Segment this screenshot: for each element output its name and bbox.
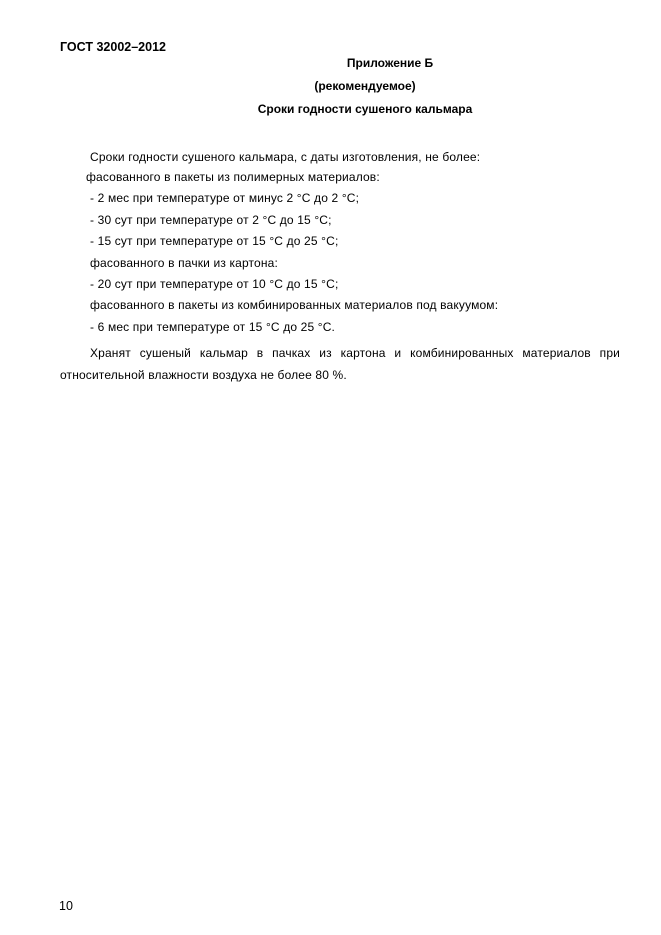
packaging-cardboard: фасованного в пачки из картона: — [90, 256, 278, 270]
condition-item: - 20 сут при температуре от 10 °С до 15 °С; — [90, 277, 339, 291]
packaging-vacuum: фасованного в пакеты из комбинированных материалов под вакуумом: — [90, 298, 499, 312]
page-number: 10 — [59, 899, 73, 913]
condition-item: - 6 мес при температуре от 15 °С до 25 °С. — [90, 320, 336, 334]
shelf-life-intro: Сроки годности сушеного кальмара, с даты изготовления, не более: — [90, 150, 481, 164]
document-code: ГОСТ 32002–2012 — [60, 40, 166, 54]
condition-item: - 30 сут при температуре от 2 °С до 15 °С; — [90, 213, 332, 227]
condition-item: - 15 сут при температуре от 15 °С до 25 °С; — [90, 234, 339, 248]
appendix-title: Приложение Б — [346, 56, 434, 70]
condition-item: - 2 мес при температуре от минус 2 °С до 2 °С; — [90, 191, 360, 205]
appendix-heading: Сроки годности сушеного кальмара — [257, 102, 473, 116]
appendix-status: (рекомендуемое) — [314, 79, 416, 93]
packaging-polymer: фасованного в пакеты из полимерных материалов: — [86, 170, 380, 184]
storage-paragraph: Хранят сушеный кальмар в пачках из картона и комбинированных материалов при относительной влажности воздуха не более 80 %. — [60, 346, 620, 382]
